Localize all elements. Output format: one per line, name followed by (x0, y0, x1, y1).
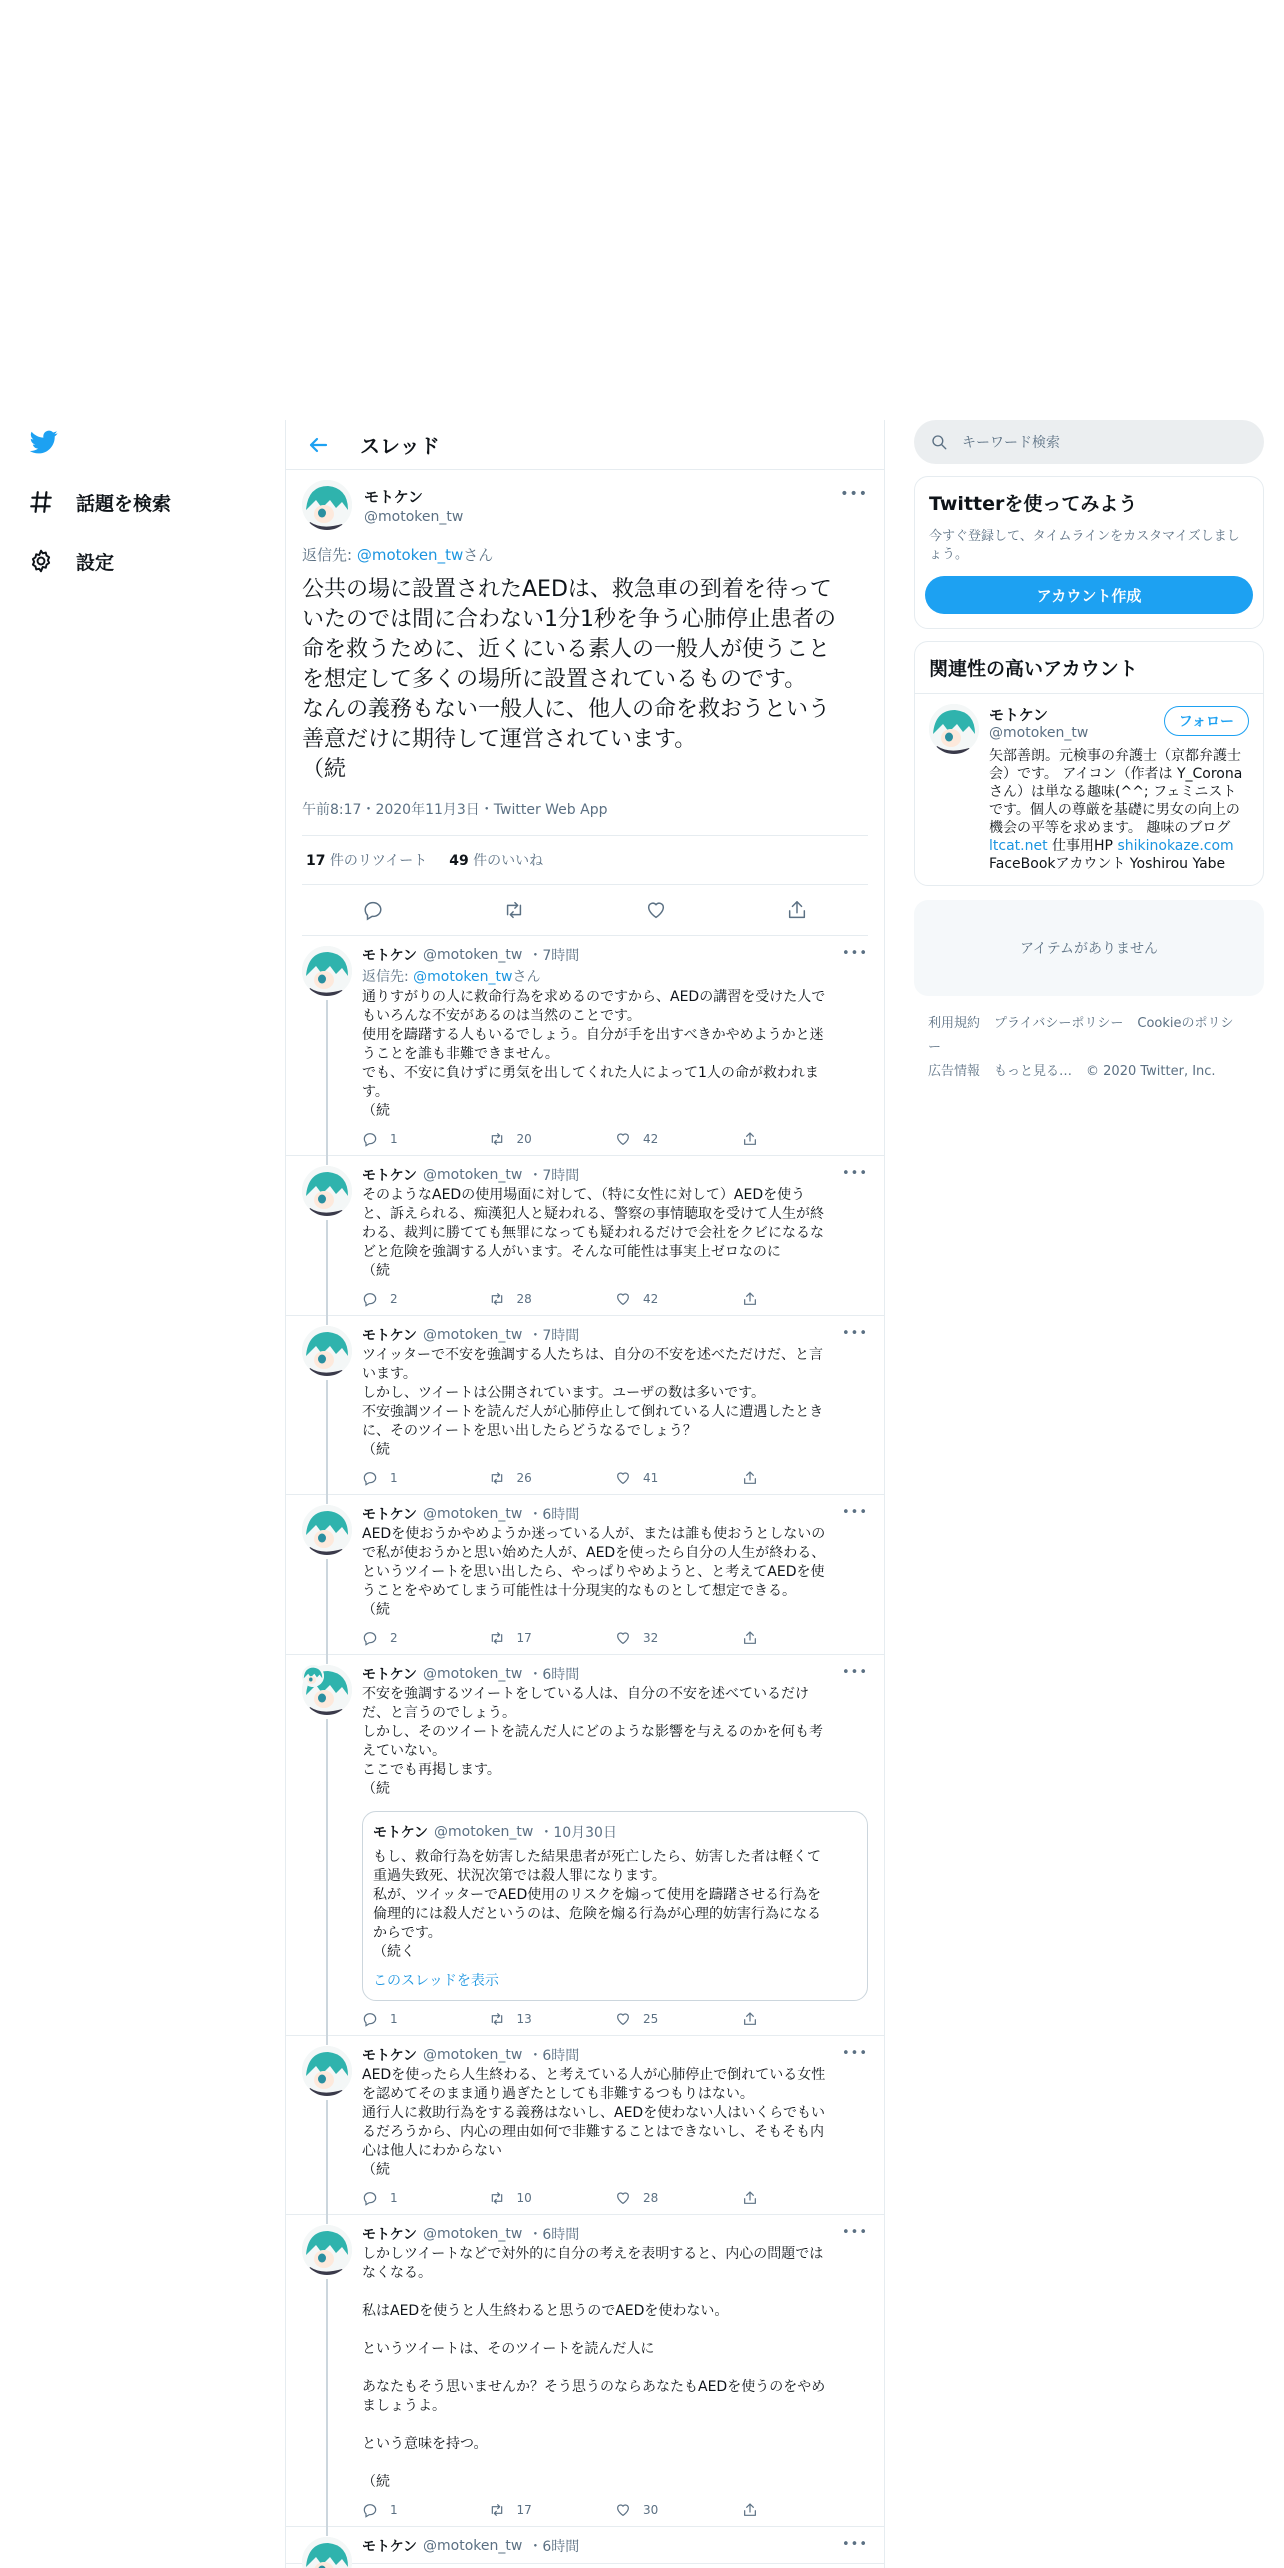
retweet-count: 17 (516, 1631, 532, 1645)
share-button[interactable] (742, 1470, 869, 1486)
reply-list (286, 936, 884, 2564)
author-handle[interactable]: @motoken_tw (423, 2538, 523, 2554)
footer-more[interactable]: もっと見る… (994, 1064, 1073, 1079)
author-handle[interactable]: @motoken_tw (423, 1506, 523, 1522)
retweet-count: 28 (516, 1292, 532, 1306)
avatar[interactable] (302, 1166, 352, 1216)
more-icon[interactable]: ••• (841, 1166, 868, 1181)
like-count: 32 (643, 1631, 659, 1645)
retweet-count: 10 (516, 2191, 532, 2205)
signup-card (914, 476, 1264, 629)
share-button[interactable] (742, 1291, 869, 1307)
reply-button[interactable] (362, 1131, 489, 1147)
retweet-icon (489, 1630, 505, 1646)
main-tweet (286, 470, 884, 936)
quoted-tweet[interactable] (362, 1811, 868, 2001)
more-icon[interactable]: ••• (840, 486, 868, 502)
reply-button[interactable] (362, 2502, 489, 2518)
quote-text: もし、救命行為を妨害した結果患者が死亡したら、妨害した者は軽くて 重過失致死、状況次第では殺人罪になります。 私が、ツイッターでAED使用のリスクを煽って使用を躊躇させる行為を 倫理的には殺人だというのは、危険を煽る行為が心理的妨害行為になる からです。 （続く (373, 1849, 821, 1960)
author-handle[interactable]: @motoken_tw (423, 1167, 523, 1183)
retweet-count: 13 (516, 2012, 532, 2026)
footer-privacy[interactable]: プライバシーポリシー (994, 1016, 1124, 1031)
thread-column (285, 420, 885, 2568)
like-icon (615, 1630, 631, 1646)
tweet-time[interactable]: ・7時間 (528, 1168, 580, 1184)
reply-to-suffix: さん (512, 969, 541, 985)
tweet-actions (362, 1291, 868, 1307)
share-button[interactable] (742, 1131, 869, 1147)
reply-icon (362, 2011, 378, 2027)
search-placeholder: キーワード検索 (962, 435, 1060, 451)
related-account[interactable] (915, 693, 1263, 885)
footer-cookies[interactable]: Cookieのポリシー (928, 1016, 1234, 1055)
twitter-bird-icon[interactable] (28, 428, 60, 456)
more-icon[interactable]: ••• (841, 1665, 868, 1680)
author-handle[interactable]: @motoken_tw (364, 509, 464, 525)
avatar[interactable] (302, 1505, 352, 1555)
author-name[interactable]: モトケン (362, 2048, 418, 2064)
tweet-actions (362, 2190, 868, 2206)
thread-line (326, 1719, 328, 2045)
like-count-value: 49 (449, 853, 469, 869)
like-button[interactable] (615, 1131, 742, 1147)
avatar[interactable] (302, 480, 352, 530)
retweet-button[interactable] (489, 1131, 616, 1147)
like-count: 30 (643, 2503, 659, 2517)
retweet-icon[interactable] (503, 899, 525, 921)
reply-icon (362, 2190, 378, 2206)
reply-tweet[interactable] (286, 936, 884, 1156)
tweet-stats (302, 836, 868, 885)
like-icon (615, 2502, 631, 2518)
retweet-button[interactable] (489, 2502, 616, 2518)
reply-icon (362, 2502, 378, 2518)
like-icon (615, 1131, 631, 1147)
back-arrow-icon[interactable] (306, 433, 330, 457)
like-button[interactable] (615, 1470, 742, 1486)
retweet-count: 17 (516, 2503, 532, 2517)
author-name[interactable]: モトケン (362, 1168, 418, 1184)
retweet-button[interactable] (489, 2011, 616, 2027)
reply-to-suffix: さん (463, 546, 494, 564)
nav-explore[interactable] (28, 482, 171, 522)
more-icon[interactable]: ••• (841, 1505, 868, 1520)
like-button[interactable] (615, 2011, 742, 2027)
tweet-text: 通りすがりの人に救命行為を求めるのですから、AEDの講習を受けた人で もいろんな不安があるのは当然のことです。 使用を躊躇する人もいるでしょう。自分が手を出すべきかやめようかと迷 うことを誰も非難できません。 でも、不安に負けずに勇気を出してくれた人によって1人の命が救われま す。 （続 (362, 989, 826, 1119)
like-button[interactable] (615, 1291, 742, 1307)
signup-subtitle: 今すぐ登録して、タイムラインをカスタマイズしましょう。 (929, 529, 1240, 562)
retweet-count: 26 (516, 1471, 532, 1485)
retweet-icon (489, 2502, 505, 2518)
trends-empty: アイテムがありません (914, 900, 1264, 996)
author-name[interactable]: モトケン (362, 1507, 418, 1523)
retweet-icon (489, 2190, 505, 2206)
account-name[interactable]: モトケン (989, 706, 1048, 724)
reply-tweet[interactable] (286, 2036, 884, 2215)
like-icon (615, 1291, 631, 1307)
reply-to-handle[interactable]: @motoken_tw (356, 546, 464, 564)
thread-line (326, 1220, 328, 1325)
retweet-icon (489, 1291, 505, 1307)
reply-to (362, 966, 868, 986)
author-name[interactable]: モトケン (362, 948, 418, 964)
reply-tweet[interactable] (286, 1156, 884, 1316)
share-button[interactable] (742, 2190, 869, 2206)
reply-to-handle[interactable]: @motoken_tw (413, 969, 513, 985)
reply-button[interactable] (362, 2190, 489, 2206)
reply-count: 1 (390, 2503, 398, 2517)
nav-settings[interactable] (28, 541, 114, 581)
share-icon (742, 1291, 758, 1307)
thread-line (326, 1559, 328, 1664)
reply-tweet[interactable] (286, 2215, 884, 2527)
tweet-time[interactable]: ・7時間 (528, 1328, 580, 1344)
tweet-time[interactable]: ・6時間 (528, 2227, 580, 2243)
share-icon (742, 1131, 758, 1147)
tweet-actions (362, 1630, 868, 1646)
avatar[interactable] (302, 2046, 352, 2096)
tweet-text: しかしツイートなどで対外的に自分の考えを表明すると、内心の問題では なくなる。 私はAEDを使うと人生終わると思うのでAEDを使わない。 というツイートは、そのツイートを読んだ人に あなたもそう思いませんか？そう思うのならあなたもAEDを使うのをやめ ましょうよ。 という意味を持つ。 （続 (362, 2246, 826, 2490)
signup-title: Twitterを使ってみよう (929, 493, 1138, 515)
thread-header (286, 420, 884, 470)
reply-to-prefix: 返信先: (362, 969, 414, 985)
avatar[interactable] (929, 704, 979, 754)
author-name[interactable]: モトケン (364, 488, 423, 506)
author-handle[interactable]: @motoken_tw (423, 2226, 523, 2242)
tweet-text: そのようなAEDの使用場面に対して、（特に女性に対して）AEDを使う と、訴えられる、痴漢犯人と疑われる、警察の事情聴取を受けて人生が終 わる、裁判に勝てても無罪になっても疑われるだけで会社をクビになるな どと危険を強調する人がいます。そんな可能性は事実上ゼロなのに （続 (362, 1187, 824, 1279)
share-button[interactable] (742, 2502, 869, 2518)
like-icon[interactable] (645, 899, 667, 921)
right-sidebar (914, 420, 1264, 1084)
account-bio (989, 747, 1249, 873)
footer-terms[interactable]: 利用規約 (928, 1016, 981, 1031)
like-icon (615, 2190, 631, 2206)
tweet-text: ツイッターで不安を強調する人たちは、自分の不安を述べただけだ、と言 います。 しかし、ツイートは公開されています。ユーザの数は多いです。 不安強調ツイートを読んだ人が心肺停止して倒れている人に遭遇したとき に、そのツイートを思い出したらどうなるでしょう？ （続 (362, 1347, 824, 1458)
reply-tweet[interactable] (286, 1316, 884, 1495)
thread-line (326, 1380, 328, 1504)
retweet-button[interactable] (489, 1630, 616, 1646)
tweet-text: AEDを使ったら人生終わる、と考えている人が心肺停止で倒れている女性 を認めてそのまま通り過ぎたとしても非難するつもりはない。 通行人に救助行為をする義務はないし、AEDを使わない人はいくらでもい るだろうから、内心の理由如何で非難することはできないし、そもそも内 心は他人にわからない （続 (362, 2067, 826, 2178)
search-input[interactable] (914, 420, 1264, 464)
related-accounts-card (914, 641, 1264, 886)
nav-settings-label: 設定 (76, 551, 115, 574)
tweet-text: 不安を強調するツイートをしている人は、自分の不安を述べているだけ だ、と言うのでしょう。 しかし、そのツイートを読んだ人にどのような影響を与えるのかを何も考 えていない。 ここでも再掲します。 （続 (362, 1686, 824, 1797)
like-button[interactable] (615, 2190, 742, 2206)
avatar[interactable] (302, 1326, 352, 1376)
retweet-button[interactable] (489, 1470, 616, 1486)
retweet-button[interactable] (489, 2190, 616, 2206)
share-icon (742, 1470, 758, 1486)
more-icon[interactable]: ••• (841, 1326, 868, 1341)
reply-icon (362, 1291, 378, 1307)
footer-links (914, 1012, 1264, 1084)
reply-icon (362, 1131, 378, 1147)
quote-author-handle: @motoken_tw (434, 1824, 534, 1840)
reply-to (302, 544, 868, 565)
retweet-count-value: 17 (306, 853, 326, 869)
thread-line (326, 1000, 328, 1165)
reply-icon (362, 1630, 378, 1646)
like-button[interactable] (615, 2502, 742, 2518)
bio-text: FaceBookアカウント Yoshirou Yabe (989, 838, 1239, 872)
reply-icon (362, 1470, 378, 1486)
reply-count: 1 (390, 2191, 398, 2205)
like-count[interactable] (449, 850, 543, 870)
retweet-count-label: 件のリツイート (325, 853, 428, 869)
author-name[interactable]: モトケン (362, 2539, 418, 2555)
tweet-actions (362, 1131, 868, 1147)
reply-to-prefix: 返信先: (302, 546, 357, 564)
reply-tweet[interactable] (286, 2527, 884, 2564)
author-handle[interactable]: @motoken_tw (423, 2047, 523, 2063)
tweet-time[interactable]: ・6時間 (528, 2539, 580, 2555)
like-count: 42 (643, 1132, 659, 1146)
retweet-icon (489, 2011, 505, 2027)
page-title: スレッド (360, 434, 440, 458)
like-count: 41 (643, 1471, 659, 1485)
author-name[interactable]: モトケン (362, 1328, 418, 1344)
share-icon (742, 1630, 758, 1646)
like-icon (615, 1470, 631, 1486)
tweet-time[interactable]: ・6時間 (528, 2048, 580, 2064)
reply-tweet[interactable] (286, 1495, 884, 1655)
tweet-text: 公共の場に設置されたAEDは、救急車の到着を待って いたのでは間に合わない1分1秒を争う心肺停止患者の 命を救うために、近くにいる素人の一般人が使うこと を想定して多くの場所に設置されているものです。 なんの義務もない一般人に、他人の命を救おうという 善意だけに期待して運営されています。 （続 (302, 577, 836, 782)
avatar[interactable] (302, 2225, 352, 2275)
quote-author-name: モトケン (373, 1825, 429, 1841)
hashtag-icon (28, 489, 54, 515)
reply-count: 1 (390, 2012, 398, 2026)
like-icon (615, 2011, 631, 2027)
avatar (302, 1665, 324, 1687)
share-icon (742, 2190, 758, 2206)
reply-count: 2 (390, 1631, 398, 1645)
retweet-icon (489, 1470, 505, 1486)
bio-link-blog[interactable]: ltcat.net (989, 838, 1048, 854)
tweet-actions (362, 2502, 868, 2518)
quote-time: ・10月30日 (539, 1825, 617, 1841)
more-icon[interactable]: ••• (841, 2225, 868, 2240)
reply-count: 1 (390, 1132, 398, 1146)
thread-line (326, 2279, 328, 2536)
reply-button[interactable] (362, 1470, 489, 1486)
author-handle[interactable]: @motoken_tw (423, 1327, 523, 1343)
bio-link-hp[interactable]: shikinokaze.com (1117, 838, 1234, 854)
tweet-actions (302, 885, 868, 936)
like-count: 42 (643, 1292, 659, 1306)
tweet-time[interactable]: ・7時間 (528, 948, 580, 964)
reply-count: 1 (390, 1471, 398, 1485)
more-icon[interactable]: ••• (841, 2046, 868, 2061)
nav-explore-label: 話題を検索 (76, 492, 172, 515)
more-icon[interactable]: ••• (841, 946, 868, 961)
share-button[interactable] (742, 1630, 869, 1646)
share-button[interactable] (742, 2011, 869, 2027)
related-title: 関連性の高いアカウント (929, 658, 1138, 680)
avatar[interactable] (302, 2537, 352, 2568)
bio-text: 仕事用HP (1047, 838, 1118, 854)
like-count-label: 件のいいね (468, 853, 544, 869)
avatar[interactable] (302, 946, 352, 996)
thread-line (326, 2100, 328, 2224)
share-icon (742, 2011, 758, 2027)
reply-tweet[interactable] (286, 1655, 884, 2036)
account-handle[interactable]: @motoken_tw (989, 725, 1089, 741)
search-icon (930, 433, 948, 451)
reply-count: 2 (390, 1292, 398, 1306)
reply-button[interactable] (362, 1630, 489, 1646)
retweet-count: 20 (516, 1132, 532, 1146)
tweet-actions (362, 2011, 868, 2027)
follow-button[interactable]: フォロー (1164, 706, 1249, 736)
more-icon[interactable]: ••• (841, 2537, 868, 2552)
tweet-meta[interactable]: 午前8:17・2020年11月3日・Twitter Web App (302, 799, 868, 836)
create-account-button[interactable]: アカウント作成 (925, 576, 1253, 614)
tweet-time[interactable]: ・6時間 (528, 1507, 580, 1523)
author-handle[interactable]: @motoken_tw (423, 1666, 523, 1682)
reply-button[interactable] (362, 1291, 489, 1307)
reply-button[interactable] (362, 2011, 489, 2027)
tweet-text: AEDを使おうかやめようか迷っている人が、または誰も使おうとしないの で私が使おうかと思い始めた人が、AEDを使ったら自分の人生が終わる、 というツイートを思い出したら、やっぱりやめようと、と考えてAEDを使 うことをやめてしまう可能性は十分現実的なものとして想定できる。 （続 (362, 1526, 826, 1618)
author-handle[interactable]: @motoken_tw (423, 947, 523, 963)
author-name[interactable]: モトケン (362, 2227, 418, 2243)
footer-ads[interactable]: 広告情報 (928, 1064, 981, 1079)
like-count: 28 (643, 2191, 659, 2205)
retweet-button[interactable] (489, 1291, 616, 1307)
author-name[interactable]: モトケン (362, 1667, 418, 1683)
tweet-actions (362, 1470, 868, 1486)
like-count: 25 (643, 2012, 659, 2026)
reply-icon[interactable] (362, 899, 384, 921)
gear-icon (28, 548, 54, 574)
retweet-count[interactable] (306, 850, 427, 870)
retweet-icon (489, 1131, 505, 1147)
share-icon[interactable] (786, 899, 808, 921)
share-icon (742, 2502, 758, 2518)
tweet-time[interactable]: ・6時間 (528, 1667, 580, 1683)
bio-text: 矢部善朗。元検事の弁護士（京都弁護士会）です。 アイコン（作者は Y_Coronaさん）は単なる趣味(^^; フェミニストです。個人の尊厳を基礎に男女の向上の機会の平等を求めます。 趣味のブログ (989, 748, 1243, 836)
footer-copyright: © 2020 Twitter, Inc. (1086, 1064, 1216, 1079)
like-button[interactable] (615, 1630, 742, 1646)
show-thread-link[interactable]: このスレッドを表示 (373, 1973, 499, 1989)
